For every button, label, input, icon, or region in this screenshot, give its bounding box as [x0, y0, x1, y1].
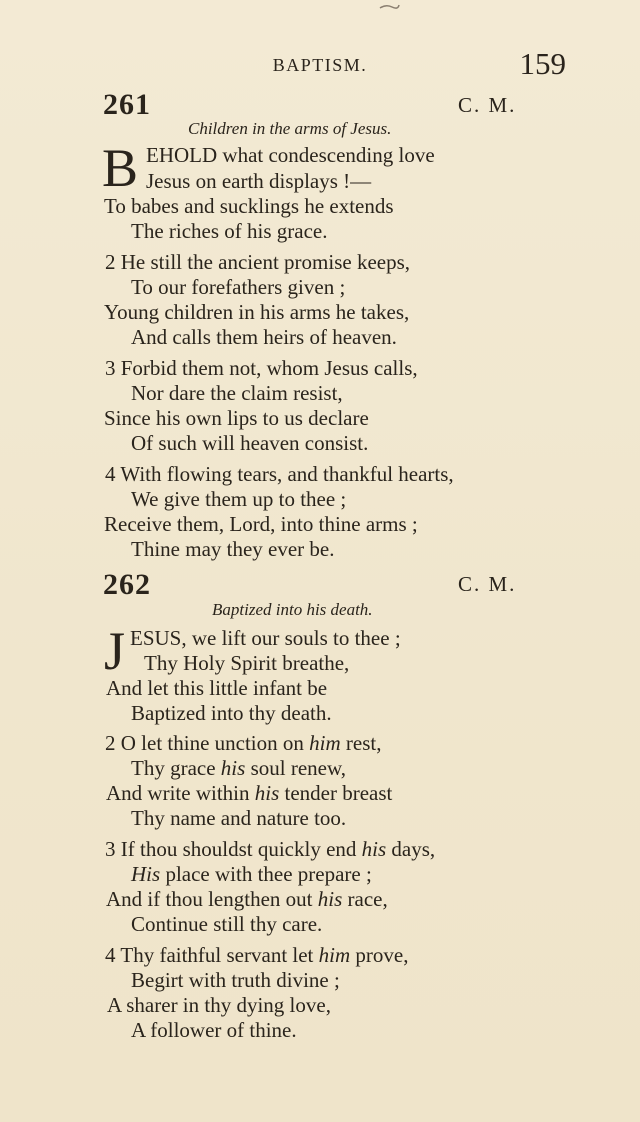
verse-line: Of such will heaven consist.	[131, 431, 369, 455]
verse-line: ESUS, we lift our souls to thee ;	[130, 626, 401, 650]
hymn-title: Baptized into his death.	[212, 600, 373, 619]
verse-line: We give them up to thee ;	[131, 487, 347, 511]
hymn-title: Children in the arms of Jesus.	[188, 119, 392, 138]
hymn-meter: C. M.	[458, 93, 517, 117]
drop-cap: B	[102, 138, 139, 198]
verse-line: His place with thee prepare ;	[131, 862, 372, 886]
verse-line: Begirt with truth divine ;	[131, 968, 340, 992]
verse-line: 2 He still the ancient promise keeps,	[105, 250, 411, 274]
hymn-number: 262	[103, 568, 151, 601]
verse-line: 3 If thou shouldst quickly end his days,	[105, 837, 436, 861]
verse-line: 2 O let thine unction on him rest,	[105, 731, 382, 755]
verse-line: EHOLD what condescending love	[146, 143, 435, 167]
verse-line: To babes and sucklings he extends	[104, 194, 394, 218]
verse-line: Since his own lips to us declare	[104, 406, 369, 430]
verse-line: A sharer in thy dying love,	[107, 993, 331, 1017]
drop-cap: J	[104, 621, 126, 681]
running-head: BAPTISM.	[272, 55, 368, 75]
verse-line: And if thou lengthen out his race,	[106, 887, 388, 911]
verse-line: Continue still thy care.	[131, 912, 323, 936]
verse-line: Thy name and nature too.	[131, 806, 347, 830]
hymn-number: 261	[103, 88, 151, 121]
verse-line: To our forefathers given ;	[131, 275, 346, 299]
verse-line: Baptized into thy death.	[131, 701, 332, 725]
verse-line: And let this little infant be	[106, 676, 328, 700]
verse-line: A follower of thine.	[131, 1018, 297, 1042]
verse-line: Jesus on earth displays !—	[146, 169, 372, 193]
verse-line: And calls them heirs of heaven.	[131, 325, 397, 349]
ink-mark-decoration	[378, 2, 400, 12]
verse-line: Thy grace his soul renew,	[131, 756, 347, 780]
verse-line: Thine may they ever be.	[131, 537, 335, 561]
verse-line: Thy Holy Spirit breathe,	[144, 651, 350, 675]
verse-line: And write within his tender breast	[106, 781, 393, 805]
verse-line: Nor dare the claim resist,	[131, 381, 343, 405]
verse-line: 4 With flowing tears, and thankful hearts,	[105, 462, 454, 486]
page-number: 159	[519, 46, 566, 81]
verse-line: 4 Thy faithful servant let him prove,	[105, 943, 409, 967]
verse-line: Young children in his arms he takes,	[104, 300, 410, 324]
verse-line: Receive them, Lord, into thine arms ;	[104, 512, 418, 536]
verse-line: 3 Forbid them not, whom Jesus calls,	[105, 356, 418, 380]
hymn-meter: C. M.	[458, 572, 517, 596]
verse-line: The riches of his grace.	[131, 219, 328, 243]
